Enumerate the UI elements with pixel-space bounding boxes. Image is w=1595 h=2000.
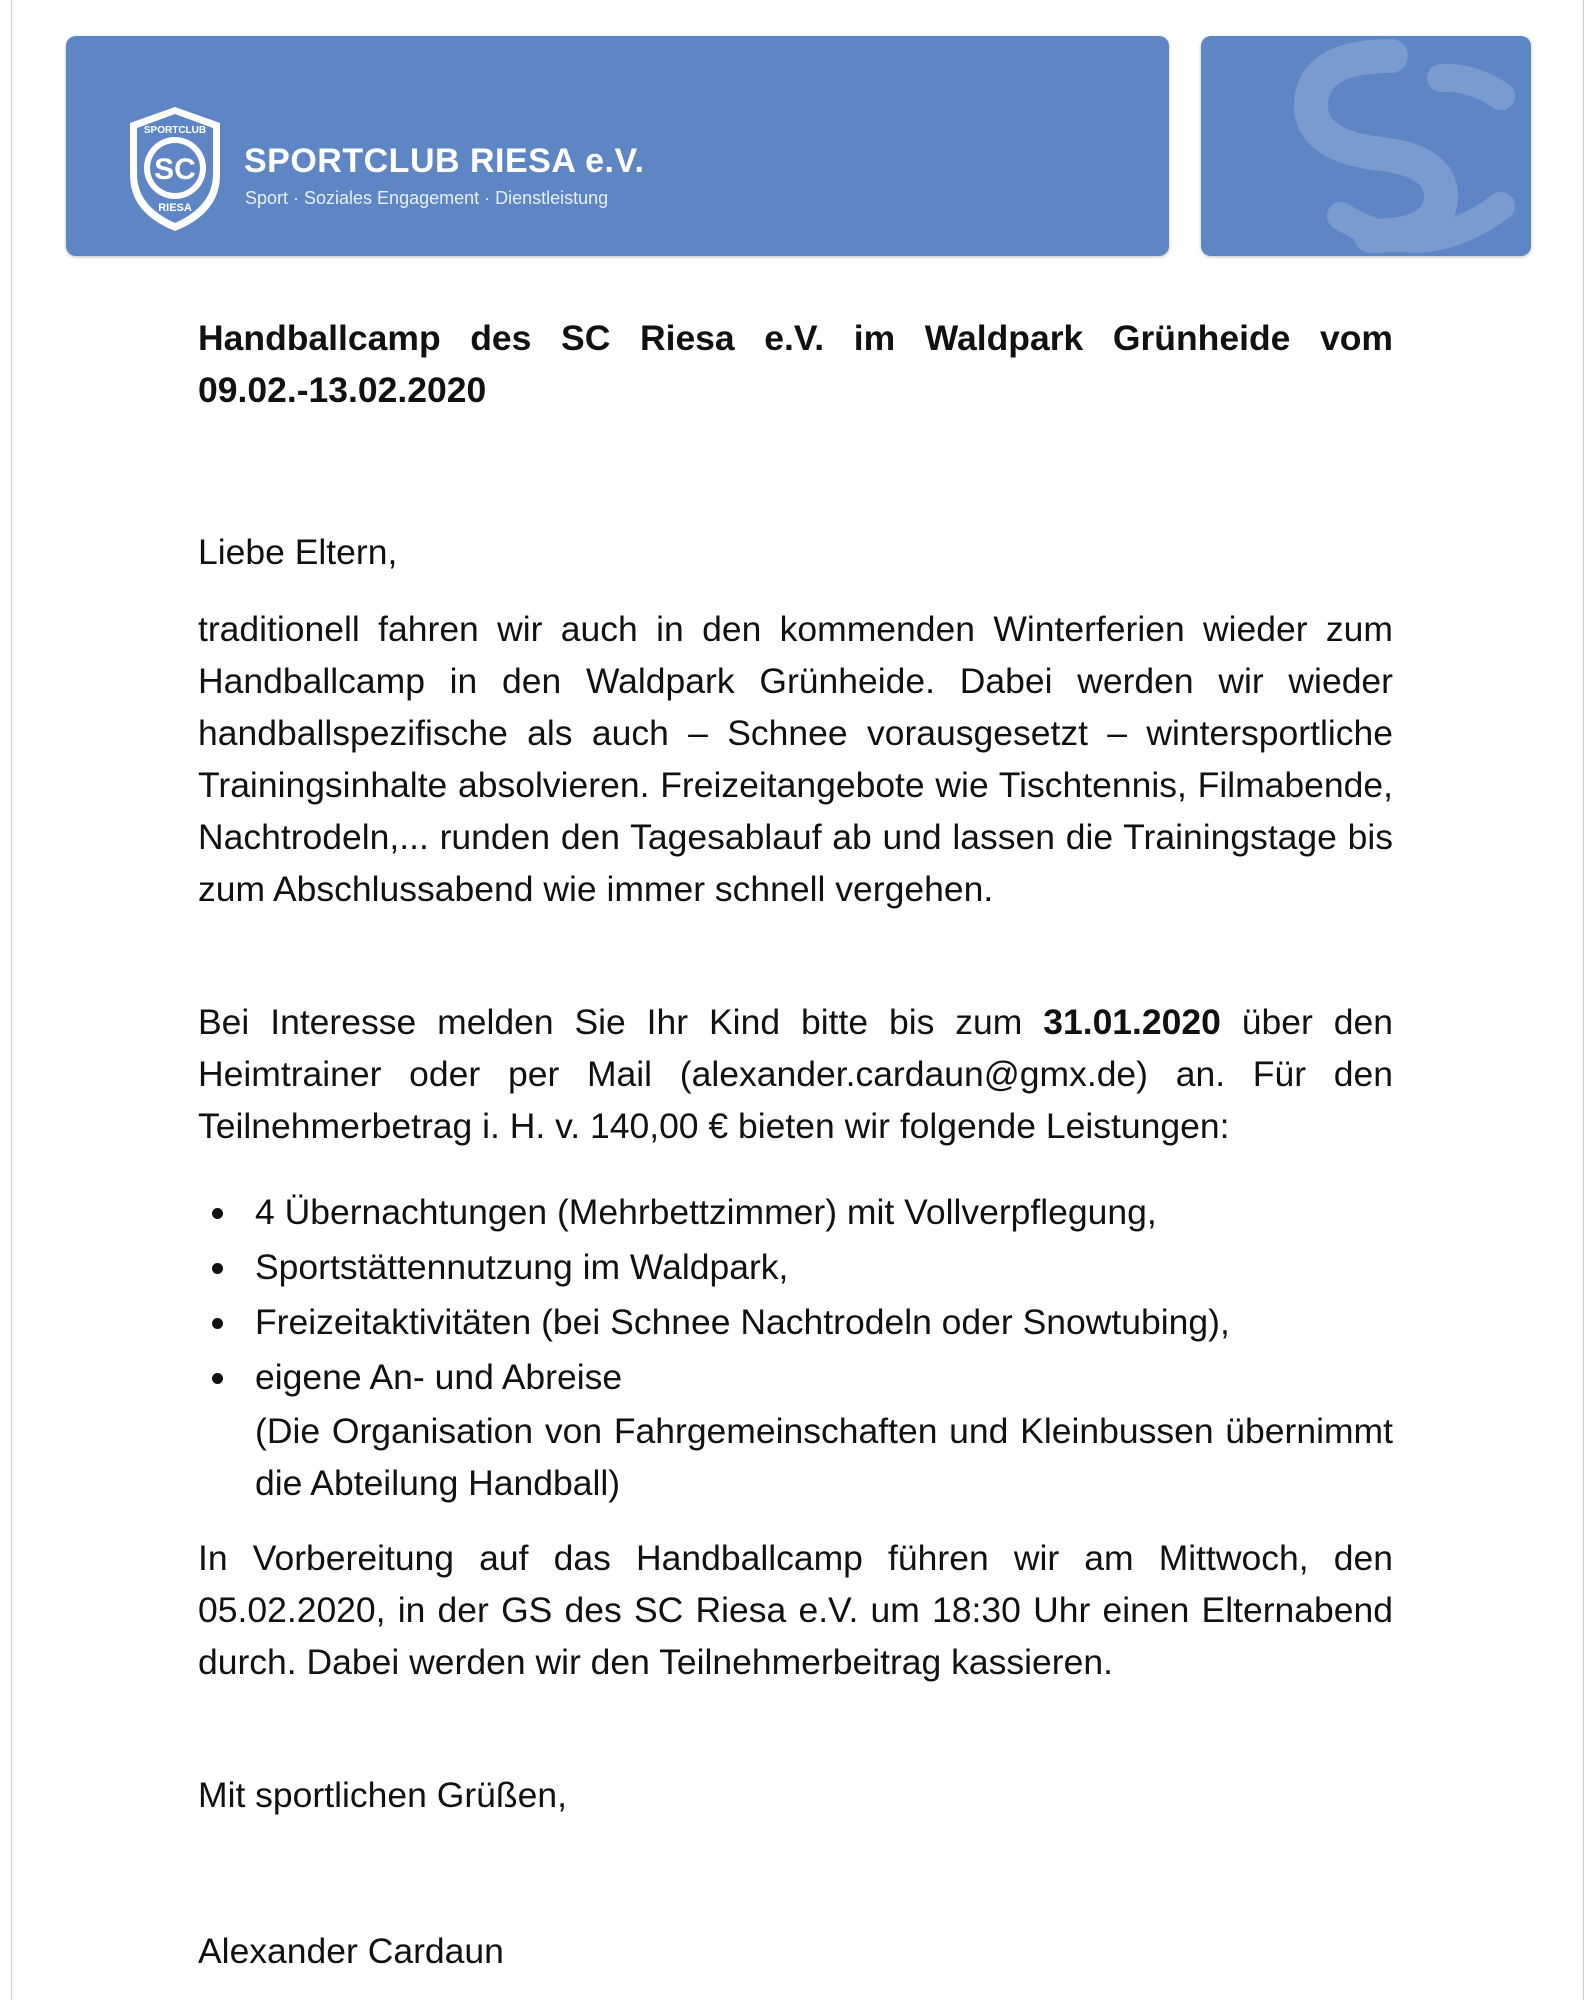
signup-deadline: 31.01.2020	[1043, 1002, 1221, 1042]
list-item: 4 Übernachtungen (Mehrbettzimmer) mit Vollverpflegung,	[198, 1185, 1393, 1240]
list-item: Sportstättennutzung im Waldpark,	[198, 1240, 1393, 1295]
letter-title: Handballcamp des SC Riesa e.V. im Waldpark Grünheide vom 09.02.-13.02.2020	[198, 318, 1393, 410]
bullet-icon	[212, 1318, 223, 1329]
crest-text-top: SPORTCLUB	[143, 125, 207, 136]
meeting-paragraph: In Vorbereitung auf das Handballcamp führen wir am Mittwoch, den 05.02.2020, in der GS des SC Riesa e.V. um 18:30 Uhr einen Elternabend durch. Dabei werden wir den Teilnehmerbeitrag kassieren.	[198, 1538, 1393, 1682]
header-side-panel	[1201, 36, 1531, 256]
signup-paragraph	[198, 996, 1393, 1152]
signature-name: Alexander Cardaun	[198, 1931, 504, 1971]
list-item: eigene An- und Abreise (Die Organisation von Fahrgemeinschaften und Kleinbussen übernimmt die Abteilung Handball)	[198, 1350, 1393, 1509]
page-edge-right	[1583, 0, 1584, 2000]
signup-text-before: Bei Interesse melden Sie Ihr Kind bitte bis zum	[198, 1002, 1044, 1042]
crest-text-bottom: RIESA	[158, 202, 192, 214]
bullet-icon	[212, 1373, 223, 1384]
club-tagline: Sport · Soziales Engagement · Dienstleistung	[245, 188, 609, 208]
bullet-icon	[212, 1263, 223, 1274]
list-item: Freizeitaktivitäten (bei Schnee Nachtrodeln oder Snowtubing),	[198, 1295, 1393, 1350]
services-note: (Die Organisation von Fahrgemeinschaften und Kleinbussen übernimmt die Abteilung Handball)	[255, 1411, 1393, 1503]
signup-text-after: über den Heimtrainer oder per Mail (alexander.cardaun@gmx.de) an. Für den Teilnehmerbetrag i. H. v. 140,00 € bieten wir folgende Leistungen:	[198, 1002, 1393, 1146]
services-list	[198, 1185, 1393, 1509]
greeting: Liebe Eltern,	[198, 532, 398, 572]
bullet-icon	[212, 1208, 223, 1219]
crest-monogram: SC	[154, 153, 196, 186]
page-edge-left	[11, 0, 12, 2000]
closing-line: Mit sportlichen Grüßen,	[198, 1775, 567, 1815]
intro-paragraph: traditionell fahren wir auch in den kommenden Winterferien wieder zum Handballcamp in den Waldpark Grünheide. Dabei werden wir wieder handballspezifische als auch – Schnee vorausgesetzt – wintersportliche Trainingsinhalte absolvieren. Freizeitangebote wie Tischtennis, Filmabende, Nachtrodeln,... runden den Tagesablauf ab und lassen die Trainingstage bis zum Abschlussabend wie immer schnell vergehen.	[198, 609, 1393, 909]
club-name: SPORTCLUB RIESA e.V.	[244, 142, 645, 180]
club-crest-logo	[120, 103, 230, 235]
header-banner	[66, 36, 1169, 256]
sc-watermark-icon	[1241, 36, 1531, 256]
